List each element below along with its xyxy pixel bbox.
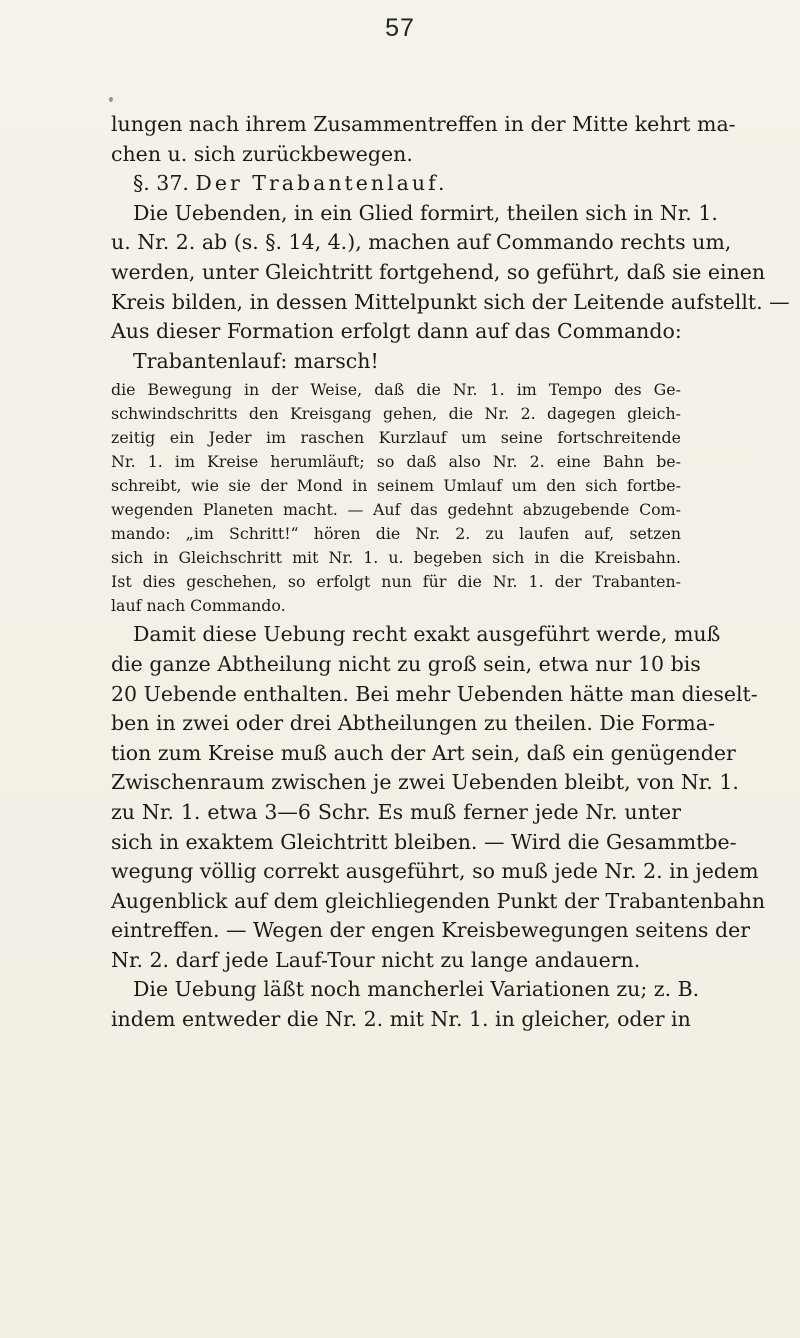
text-line: Aus dieser Formation erfolgt dann auf das Commando: — [111, 319, 682, 344]
text-line: Die Uebenden, in ein Glied formirt, theilen sich in Nr. 1. — [133, 200, 718, 225]
text-line: 20 Uebende enthalten. Bei mehr Uebenden hätte man dieselt- — [111, 681, 758, 706]
text-line: Nr. 2. darf jede Lauf-Tour nicht zu lange andauern. — [111, 947, 641, 972]
text-line: eintreffen. — Wegen der engen Kreisbewegungen seitens der — [111, 918, 751, 943]
small-text-line: zeitig ein Jeder im raschen Kurzlauf um seine fortschreitende — [111, 428, 681, 448]
text-line: zu Nr. 1. etwa 3—6 Schr. Es muß ferner jede Nr. unter — [111, 799, 681, 824]
text-line: werden, unter Gleichtritt fortgehend, so geführt, daß sie einen — [111, 259, 766, 284]
section-title: Der Trabantenlauf. — [195, 171, 448, 196]
section-heading — [111, 169, 681, 199]
text-line: Zwischenraum zwischen je zwei Uebenden bleibt, von Nr. 1. — [111, 770, 739, 795]
small-text-line: sich in Gleichschritt mit Nr. 1. u. begeben sich in die Kreisbahn. — [111, 548, 681, 568]
small-text-line: Ist dies geschehen, so erfolgt nun für die Nr. 1. der Trabanten- — [111, 572, 681, 592]
text-line: wegung völlig correkt ausgeführt, so muß jede Nr. 2. in jedem — [111, 859, 759, 884]
small-text-line: Nr. 1. im Kreise herumläuft; so daß also Nr. 2. eine Bahn be- — [111, 452, 681, 472]
small-text-line: lauf nach Commando. — [111, 596, 286, 616]
small-text-line: mando: „im Schritt!“ hören die Nr. 2. zu laufen auf, setzen — [111, 524, 681, 544]
text-line: die ganze Abtheilung nicht zu groß sein, etwa nur 10 bis — [111, 651, 701, 676]
small-text-line: die Bewegung in der Weise, daß die Nr. 1. im Tempo des Ge- — [111, 380, 681, 400]
text-line: sich in exaktem Gleichtritt bleiben. — Wird die Gesammtbe- — [111, 829, 737, 854]
text-line: Augenblick auf dem gleichliegenden Punkt der Trabantenbahn — [111, 888, 766, 913]
text-line: lungen nach ihrem Zusammentreffen in der Mitte kehrt ma- — [111, 112, 736, 136]
text-line: tion zum Kreise muß auch der Art sein, daß ein genügender — [111, 740, 736, 765]
text-line: chen u. sich zurückbewegen. — [111, 141, 413, 166]
ink-speck — [109, 97, 113, 102]
text-line: ben in zwei oder drei Abtheilungen zu theilen. Die Forma- — [111, 711, 715, 736]
command-line: Trabantenlauf: marsch! — [133, 348, 379, 373]
small-text-line: schwindschritts den Kreisgang gehen, die Nr. 2. dagegen gleich- — [111, 404, 681, 424]
text-line: Kreis bilden, in dessen Mittelpunkt sich der Leitende aufstellt. — — [111, 289, 790, 314]
text-line: Damit diese Uebung recht exakt ausgeführt werde, muß — [133, 622, 721, 647]
small-text-line: schreibt, wie sie der Mond in seinem Umlauf um den sich fortbe- — [111, 476, 681, 496]
section-number: §. 37. — [133, 171, 189, 196]
small-text-line: wegenden Planeten macht. — Auf das gedehnt abzugebende Com- — [111, 500, 681, 520]
text-line: Die Uebung läßt noch mancherlei Variationen zu; z. B. — [133, 977, 700, 1002]
text-line: u. Nr. 2. ab (s. §. 14, 4.), machen auf Commando rechts um, — [111, 230, 732, 255]
text-line: indem entweder die Nr. 2. mit Nr. 1. in gleicher, oder in — [111, 1007, 691, 1032]
page-number: 57 — [385, 14, 415, 42]
page-text — [111, 110, 790, 1035]
